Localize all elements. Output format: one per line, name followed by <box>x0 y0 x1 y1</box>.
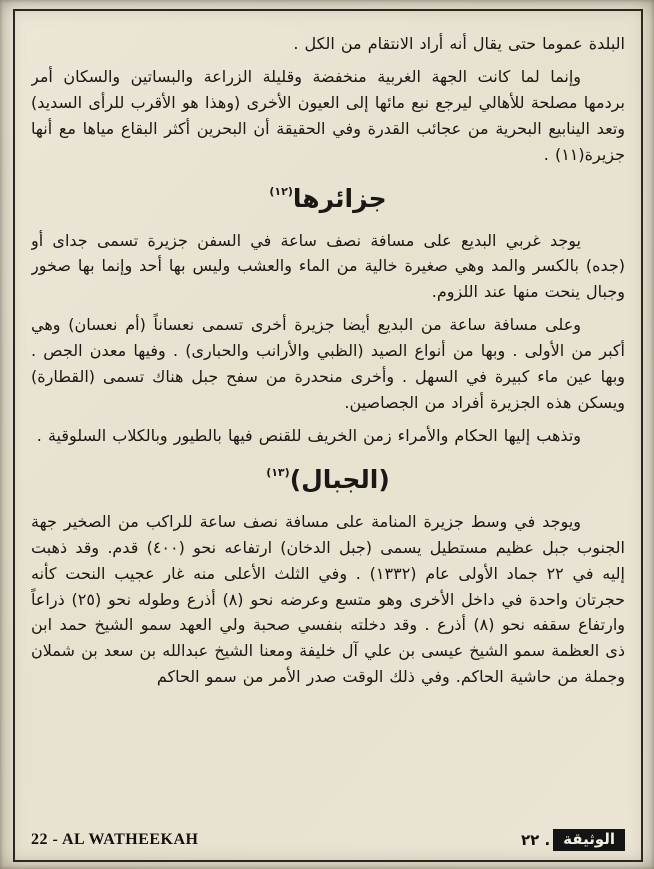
page-footer <box>31 829 625 852</box>
body-paragraph-continuation: البلدة عموما حتى يقال أنه أراد الانتقام من الكل . <box>293 34 625 53</box>
footer-right-group <box>521 829 625 852</box>
islands-section-heading <box>31 184 625 213</box>
footnote-marker-12: (١٢) <box>269 185 293 199</box>
page-content <box>31 31 625 814</box>
page-border <box>13 9 643 862</box>
footer-journal-logo: الوثيقة <box>553 829 625 852</box>
footer-journal-name-latin: 22 - AL WATHEEKAH <box>31 830 199 848</box>
footer-page-number-arabic: ٢٢ . <box>520 830 551 849</box>
mountains-section-heading <box>31 465 625 494</box>
body-paragraph-jabal-dukhan: ويوجد في وسط جزيرة المنامة على مسافة نصف ساعة للراكب من الصخير جهة الجنوب جبل عظيم مستطيل يسمى (جبل الدخان) ارتفاعه نحو (٤٠٠) قدم. وقد ذهبت إليه في ٢٢ جماد الأولى عام (١٣٣٢) . وفي الثلث الأعلى منه غار عجيب النحت كأنه حجرتان واحدة في داخل الأخرى وهو متسع وعرضه نحو (٨) أذرع وطوله نحو (٢٥) ذراعاً وارتفاع سقفه نحو (٨) أذرع . وقد دخلته بنفسي صحبة ولي العهد سمو الشيخ حمد ابن ذى العظمة سمو الشيخ عيسى بن علي آل خليفة ومعنا الشيخ عبدالله بن سعد بن شملان وجملة من حاشية الحاكم. وفي ذلك الوقت صدر الأمر من سمو الحاكم <box>31 511 625 687</box>
body-paragraph-hunting: وتذهب إليها الحكام والأمراء زمن الخريف للقنص فيها بالطيور وبالكلاب السلوقية . <box>36 425 581 445</box>
body-paragraph-umm-nasan-island: وعلى مسافة ساعة من البديع أيضا جزيرة أخرى تسمى نعساناً (أم نعسان) وهي أكبر من الأولى . وبها من أنواع الصيد (الظبي والأرانب والحبارى) . وفيها معدن الجص . وبها عين ماء كبيرة في السهل . وأخرى منحدرة من سفح جبل هناك تسمى (القطارة) ويسكن هذه الجزيرة أفراد من الجصاصين. <box>31 315 625 412</box>
mountains-heading-text: (الجبال) <box>289 464 390 494</box>
body-paragraph-springs: وإنما لما كانت الجهة الغربية منخفضة وقليلة الزراعة والبساتين والسكان أمر بردمها مصلحة للأهالي ليرجع نبع مائها إلى العيون الأخرى (وهذا هو الأقرب للرأى السديد) وتعد الينابيع البحرية من عجائب القدرة وفي الحقيقة أن البحرين أكثر البقاع مياها مع أنها جزيرة(١١) . <box>31 66 625 164</box>
islands-heading-text: جزائرها <box>292 183 387 213</box>
body-paragraph-jadday-island: يوجد غربي البديع على مسافة نصف ساعة في السفن جزيرة تسمى جداى أو (جده) بالكسر والمد وهي صغيرة خالية من الماء والعشب وليس بها أحد وإنما بها صخور وجبال ينحت منها عند اللزوم. <box>31 230 625 302</box>
footnote-marker-13: (١٣) <box>266 466 290 480</box>
